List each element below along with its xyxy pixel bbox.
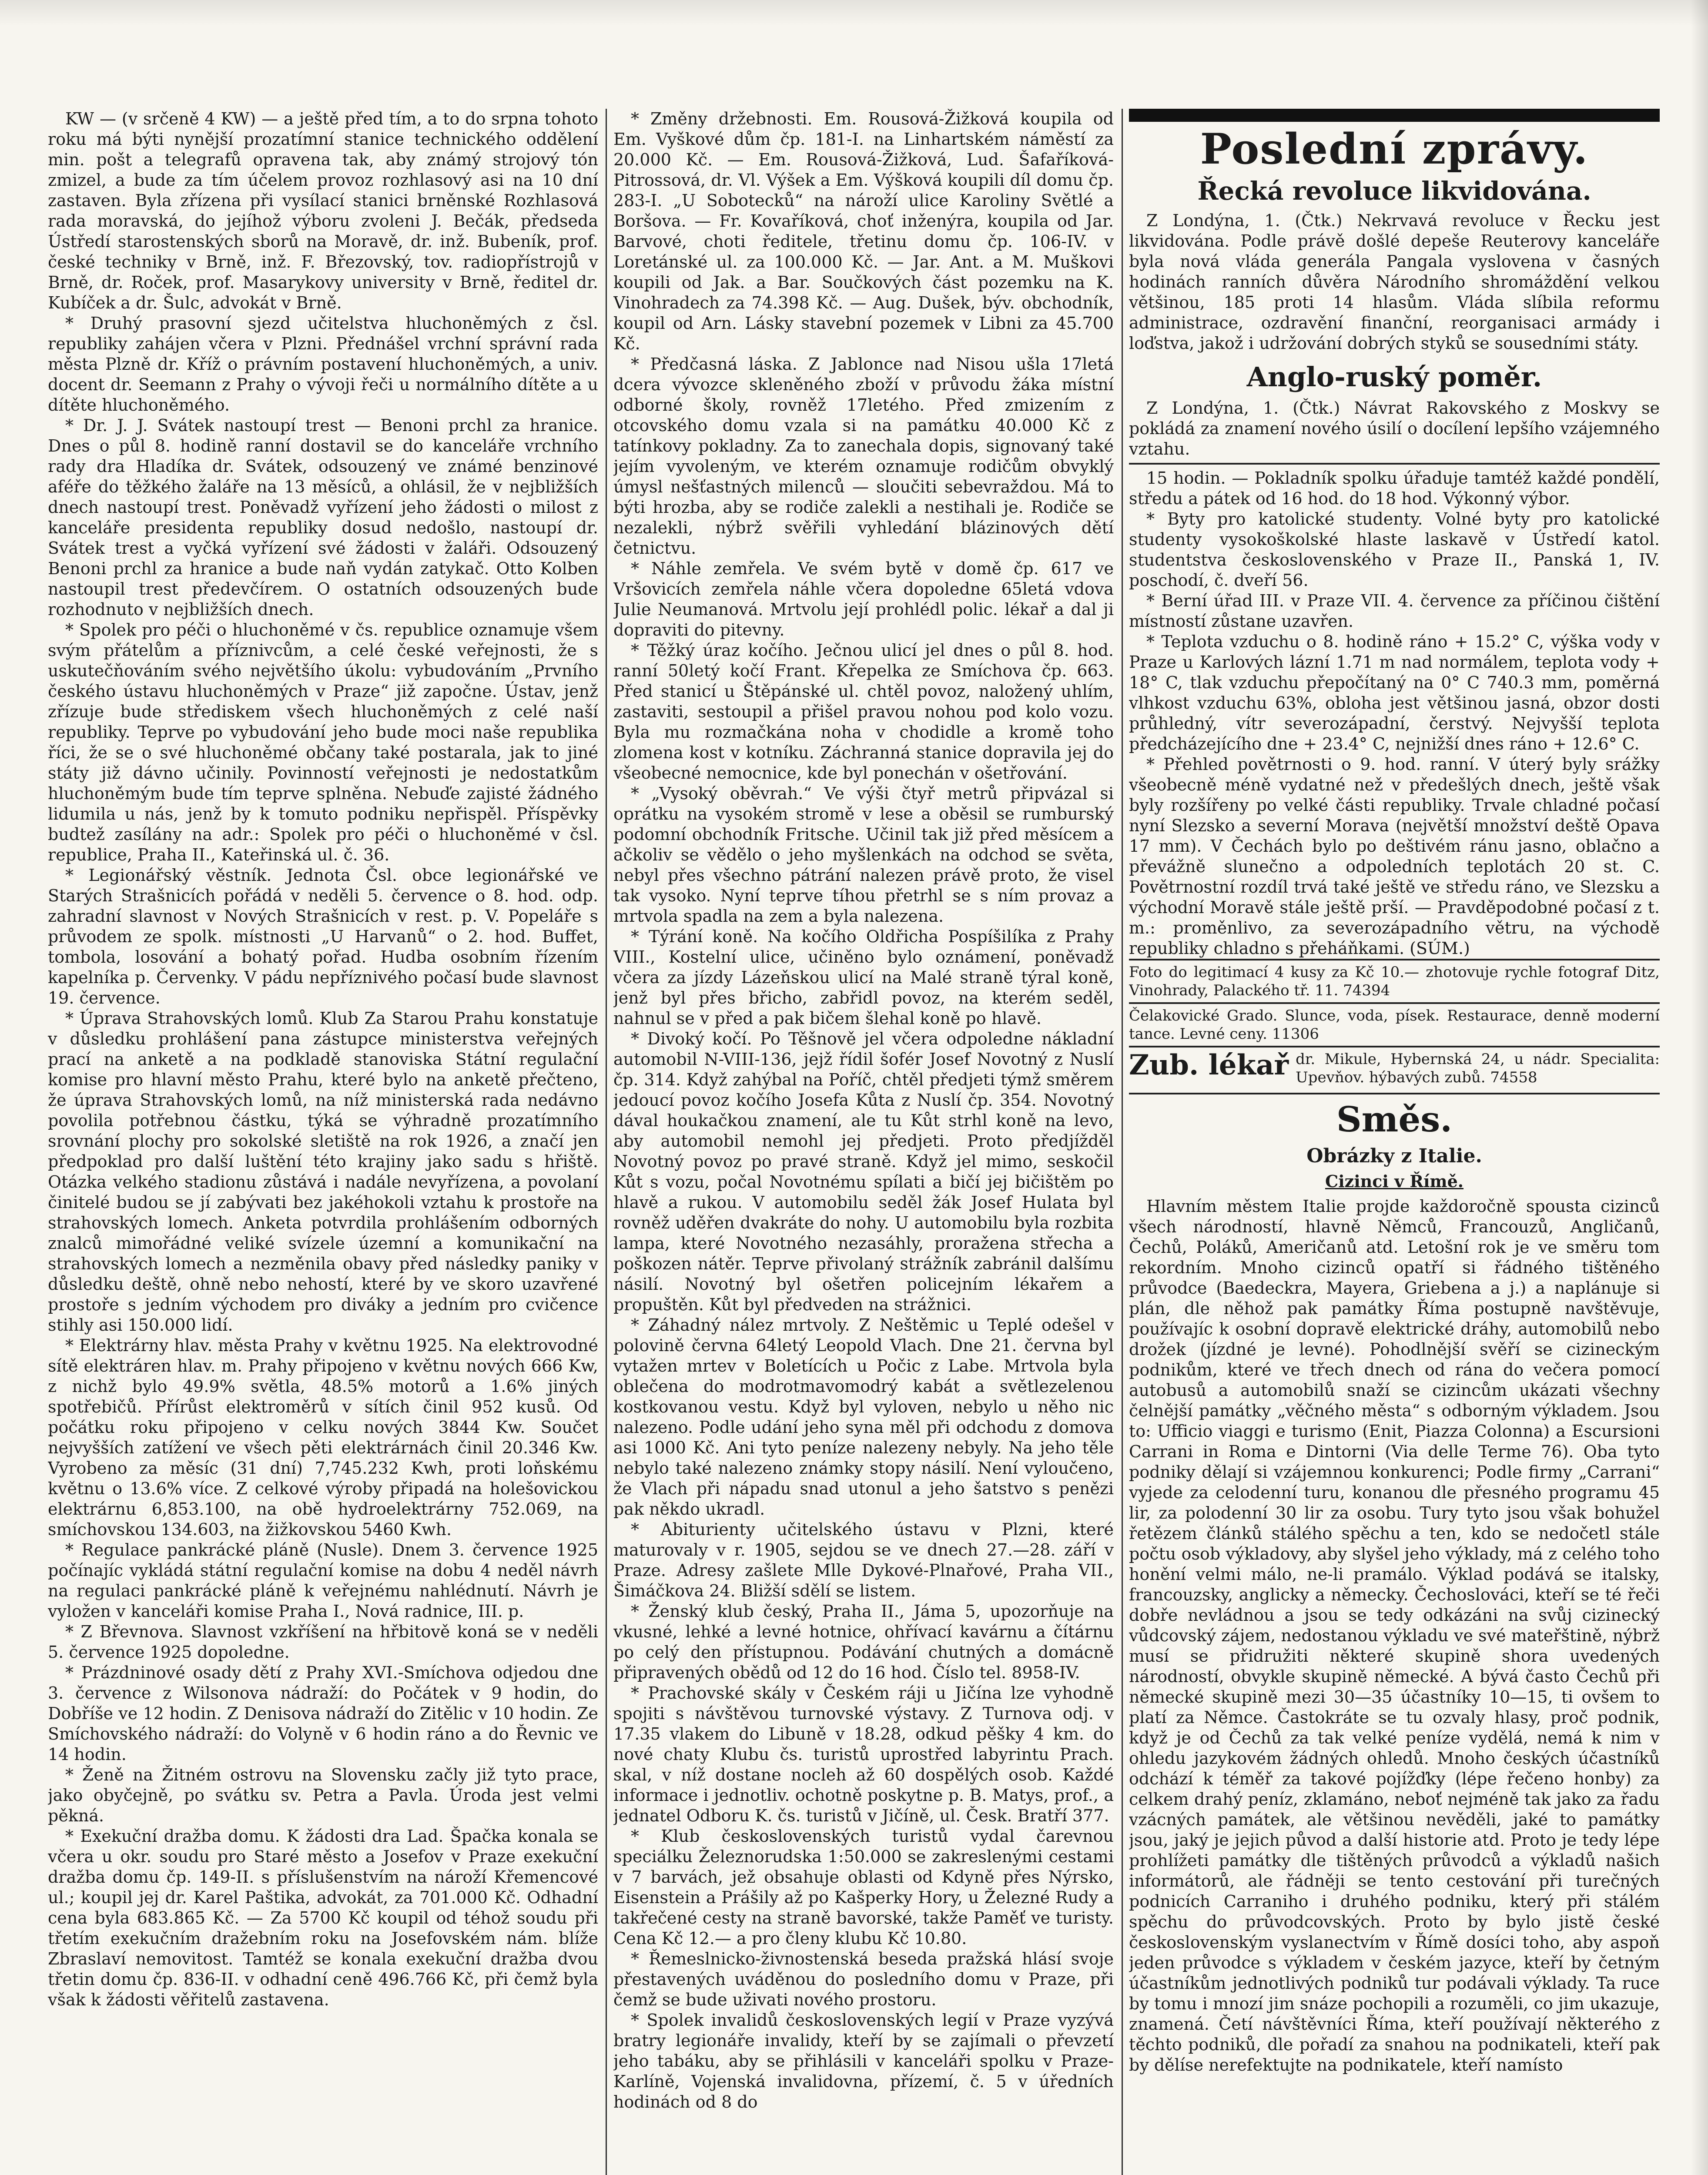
paragraph: * Přehled povětrnosti o 9. hod. ranní. V úterý byly srážky všeobecně méně vydatné než v předešlých dnech, ještě však byly rozšířeny po velké části republiky. Trvale chladné počasí nyní Slezsko a severní Morava (největší množství deště Opava 17 mm). V Čechách bylo po deštivém ránu jasno, oblačno a převážně slunečno a odpoledních teplotách 20 st. C. Povětrnostní rozdíl trvá také ještě ve středu ráno, ve Slezsku a východní Moravě stále ještě prší. — Pravděpodobné počasí z t. m.: proměnlivo, za severozápadního větru, na východě republiky chladno s přeháňkami. (SÚM.) — [1129, 755, 1660, 958]
paragraph: * Teplota vzduchu o 8. hodině ráno + 15.2° C, výška vody v Praze u Karlových lázní 1.71 m nad normálem, teplota vody + 18° C, tlak vzduchu přepočítaný na 0° C 740.3 mm, poměrná vlhkost vzduchu 63%, obloha jest většinou jasná, obzor dosti průhledný, vítr severozápadní, čerstvý. Nejvyšší teplota předcházejícího dne + 23.4° C, nejnižší dnes ráno + 12.6° C. — [1129, 632, 1660, 753]
paragraph: * Řemeslnicko-živnostenská beseda pražská hlásí svoje přestavených uváděnou do posledního domu v Praze, při čemž se bude uživati nového prostoru. — [613, 1949, 1114, 2009]
paragraph: * Elektrárny hlav. města Prahy v květnu 1925. Na elektrovodné sítě elektráren hlav. m. Prahy připojeno v květnu nových 666 Kw, z nichž bylo 49.9% světla, 48.5% motorů a 1.6% jiných spotřebičů. Přírůst elektroměrů v sítích činil 952 kusů. Od počátku roku připojeno v celku nových 3844 Kw. Součet nejvyšších zatížení ve všech pěti elektrárnách činil 20.346 Kw. Vyrobeno za měsíc (31 dní) 7,745.232 Kwh, proti loňskému květnu o 13.6% více. Z celkové výroby připadá na holešovickou elektrárnu 6,853.100, na obě hydroelektrárny 752.069, na smíchovskou 134.603, na žižkovskou 5460 Kwh. — [48, 1336, 598, 1539]
paragraph: * Náhle zemřela. Ve svém bytě v domě čp. 617 ve Vršovicích zemřela náhle včera dopoledne 65letá vdova Julie Neumanová. Mrtvolu její prohlédl polic. lékař a dal ji dopraviti do pitevny. — [613, 559, 1114, 639]
paragraph: * Druhý prasovní sjezd učitelstva hluchoněmých z čsl. republiky zahájen včera v Plzni. Přednášel vrchní správní rada města Plzně dr. Kříž o právním postavení hluchoněmých, a univ. docent dr. Seemann z Prahy o vývoji řeči u normálního dítěte a u dítěte hluchoněmého. — [48, 314, 598, 415]
paragraph: * Dr. J. J. Svátek nastoupí trest — Benoni prchl za hranice. Dnes o půl 8. hodině ranní dostavil se do kanceláře vrchního rady dra Hladíka dr. Svátek, odsouzený ve známé benzinové aféře do těžkého žaláře na 13 měsíců, a ohlásil, že v nejbližších dnech nastoupí trest. Poněvadž vyřízení jeho žádosti o milost z kanceláře presidenta republiky dosud nedošlo, nastoupí dr. Svátek trest a vyčká vyřízení své žádosti v žaláři. Odsouzený Benoni prchl za hranice a bude naň vydán zatykač. Otto Kolben nastoupil trest předevčírem. O ostatních odsouzených bude rozhodnuto v nejbližších dnech. — [48, 416, 598, 619]
paragraph: * Regulace pankrácké pláně (Nusle). Dnem 3. července 1925 počínajíc vykládá státní regulační komise na dobu 4 neděl návrh na regulaci pankrácké pláně k veřejnému nahlédnutí. Návrh je vyložen v kanceláři komise Praha I., Nová radnice, III. p. — [48, 1540, 598, 1621]
section-bar — [1129, 109, 1660, 122]
paragraph: * Ženský klub český, Praha II., Jáma 5, upozorňuje na vkusné, lehké a levné hotnice, ohřívací kavárnu a čítárnu po celý den přístupnou. Podávání chutných a domácně připravených obědů od 12 do 16 hod. Číslo tel. 8958-IV. — [613, 1602, 1114, 1682]
paragraph: * Divoký kočí. Po Těšnově jel včera odpoledne nákladní automobil N-VIII-136, jejž řídil šofér Josef Novotný z Nuslí čp. 314. Když zahýbal na Poříč, chtěl předjeti týmž směrem jedoucí povoz kočího Josefa Kůta z Nuslí čp. 354. Novotný dával houkačkou znamení, ale tu Kůt strhl koně na levo, aby automobil nemohl jej předjeti. Proto předjížděl Novotný povoz po pravé straně. Když jel mimo, seskočil Kůt s vozu, počal Novotnému spílati a bičí jej bičištěm po hlavě a rukou. V automobilu seděl žák Josef Hulata byl rovněž uděřen dvakráte do nohy. U automobilu byla rozbita lampa, které Novotného nezasáhly, proražena střecha a poškozen nátěr. Teprve přivolaný strážník zabránil dalšímu násilí. Novotný byl ošetřen policejním lékařem a propuštěn. Kůt byl předveden na strážnici. — [613, 1029, 1114, 1314]
paragraph: * Předčasná láska. Z Jablonce nad Nisou ušla 17letá dcera vývozce skleněného zboží v průvodu žáka místní odborné školy, rovněž 17letého. Před zmizením z otcovského domu vzala si na památku 40.000 Kč z tatínkovy pokladny. Za to zanechala dopis, signovaný také jejím vyvoleným, ve kterém oznamuje rodičům obvyklý úmysl nešťastných milenců — sloučiti sebevraždou. Má to býti hrozba, aby se rodiče zalekli a nestihali je. Rodiče se nezalekli, nýbrž svěřili vyhledání blázinových dětí četnictvu. — [613, 355, 1114, 558]
ad-text: Foto do legitimací 4 kusy za Kč 10.— zhotovuje rychle fotograf Ditz, Vinohrady, Palackého tř. 11. 74394 — [1129, 964, 1660, 999]
divider — [1129, 1093, 1660, 1094]
paragraph: * Spolek invalidů československých legií v Praze vyzývá bratry legionáře invalidy, kteří by se zajímali o převzetí jeho tabáku, aby se přihlásili v kanceláři spolku v Praze-Karlíně, Vojenská invalidovna, přízemí, č. 5 v úředních hodinách od 8 do — [613, 2011, 1114, 2111]
paragraph: * Ženě na Žitném ostrovu na Slovensku začly již tyto prace, jako obyčejně, po svátku sv. Petra a Pavla. Úroda jest velmi pěkná. — [48, 1765, 598, 1825]
page-edge-shadow — [1691, 0, 1708, 2175]
paragraph: Z Londýna, 1. (Čtk.) Návrat Rakovského z Moskvy se pokládá za znamení nového úsilí o docílení lepšího vzájemného vztahu. — [1129, 398, 1660, 458]
column-divider — [606, 109, 607, 2175]
column-right — [1129, 109, 1660, 2175]
paragraph: * Záhadný nález mrtvoly. Z Neštěmic u Teplé odešel v polovině června 64letý Leopold Vlach. Dne 21. června byl vytažen mrtev v Boletících u Počic z Labe. Mrtvola byla oblečena do modrotmavomodrý kabát a světlezelenou kostkovanou vestu. Když byl vyloven, nebylo u něho nic nalezeno. Podle udání jeho syna měl při odchodu z domova asi 1000 Kč. Ani tyto peníze nalezeny nebyly. Na jeho těle nebylo také nalezeno známky stopy násilí. Není vyloučeno, že Vlach při nápadu snad utonul a jeho šatstvo s penězi pak někdo ukradl. — [613, 1315, 1114, 1519]
article-headline: Řecká revoluce likvidována. — [1197, 176, 1591, 206]
column-middle — [613, 109, 1114, 2175]
classified-ad — [1129, 1002, 1660, 1046]
paragraph: * Klub československých turistů vydal čarevnou speciálku Železnorudska 1:50.000 se zakreslenými cestami v 7 barvách, jež obsahuje oblasti od Kdyně přes Nýrsko, Eisenstein a Prášily až po Kašperky Hory, u Železné Rudy a takřečené cesty na straně bavorské, takže Paměť ve turisty. Cena Kč 12.— a pro členy klubu Kč 10.80. — [613, 1827, 1114, 1948]
paragraph: * Změny držebnosti. Em. Rousová-Žižková koupila od Em. Vyškové dům čp. 181-I. na Linhartském náměstí za 20.000 Kč. — Em. Rousová-Žižková, Lud. Šafaříková-Pitrossová, dr. Vl. Výšek a Em. Výšková koupili díl domu čp. 283-I. „U Sobotecků“ na nároží ulice Karoliny Světlé a Boršova. — Fr. Kovaříková, choť inženýra, koupila od Jar. Barvové, choti ředitele, třetinu domu čp. 106-IV. v Loretánské ul. za 100.000 Kč. — Jar. Ant. a M. Muškovi koupili od Jak. a Bar. Součkových část pozemku na K. Vinohradech za 74.398 Kč. — Aug. Dušek, býv. obchodník, koupil od Arn. Lásky stavební pozemek v Libni za 45.700 Kč. — [613, 109, 1114, 353]
paragraph: * Legionářský věstník. Jednota Čsl. obce legionářské ve Starých Strašnicích pořádá v neděli 5. července o 8. hod. odp. zahradní slavnost v Nových Strašnicích v rest. p. V. Popeláře s průvodem ze spolk. místnosti „U Harvanů“ o 2. hod. Buffet, tombola, losování a bohatý pořad. Hudba osobním řízením kapelníka p. Červenky. V pádu nepříznivého počasí bude slavnost 19. července. — [48, 866, 598, 1007]
paragraph: KW — (v srčeně 4 KW) — a ještě před tím, a to do srpna tohoto roku má býti nynější prozatímní stanice technického oddělení min. pošt a telegrafů opravena tak, aby známý strojový tón zmizel, a bude za tím účelem provoz rozhlasový asi na 10 dní zastaven. Byla zřízena při vysílací stanici brněnské Rozhlasová rada moravská, do jejíhož výboru zvoleni J. Bečák, předseda Ústředí starostenských sborů na Moravě, dr. inž. Bubeník, prof. české techniky v Brně, inž. F. Březovský, tov. radiopřístrojů v Brně, dr. Roček, prof. Masarykovy university v Brně, ředitel dr. Kubíček a dr. Šulc, advokát v Brně. — [48, 109, 598, 312]
section-header: Poslední zprávy. — [1200, 124, 1589, 174]
ad-text: Čelakovické Grado. Slunce, voda, písek. Restaurace, denně moderní tance. Levné ceny. 11306 — [1129, 1007, 1660, 1043]
paragraph: * Týrání koně. Na kočího Oldřicha Pospíšilíka z Prahy VIII., Kostelní ulice, učiněno bylo oznámení, poněvadž včera za jízdy Lázeňskou ulicí na Malé straně týral koně, jenž byl přes břicho, zabřidl povoz, na kterém seděl, nahnul se v před a pak bičem šlehal koně po hlavě. — [613, 927, 1114, 1028]
column-divider — [1122, 109, 1123, 2175]
paragraph: * Byty pro katolické studenty. Volné byty pro katolické studenty vysokoškolské hlaste laskavě v Ústředí katol. studentstva československého v Praze II., Panská 1, IV. poschodí, č. dveří 56. — [1129, 509, 1660, 590]
paragraph: * Prázdninové osady dětí z Prahy XVI.-Smíchova odjedou dne 3. července z Wilsonova nádraží: do Počátek v 9 hodin, do Dobříše ve 12 hodin. Z Denisova nádraží do Zitělic v 10 hodin. Ze Smíchovského nádraží: do Volyně v 6 hodin ráno a do Řevnic ve 14 hodin. — [48, 1663, 598, 1764]
article-subheadline: Cizinci v Římě. — [1325, 1171, 1464, 1191]
paragraph: * Abiturienty učitelského ústavu v Plzni, které maturovaly v r. 1905, sejdou se ve dnech 27.—28. září v Praze. Adresy zašlete Mlle Dykové-Plnařové, Praha VII., Šimáčkova 24. Bližší sdělí se listem. — [613, 1520, 1114, 1600]
paragraph: * Úprava Strahovských lomů. Klub Za Starou Prahu konstatuje v důsledku prohlášení pana zástupce ministerstva veřejných prací na anketě a na podkladě stanoviska Státní regulační komise pro hlavní město Prahu, které bylo na anketě přečteno, že úprava Strahovských lomů, na níž ministerská rada nedávno povolila potřebnou částku, týká se výhradně prozatímního srovnání plochy pro sokolské sletiště na rok 1926, a značí jen předpoklad pro další luštění této krajiny jako sadu s hřiště. Otázka velkého stadionu zůstává i nadále nevyřízena, a povolaní činitelé budou se jí zabývati bez jakéhokoli vztahu k prostoře na strahovských lomech. Anketa potvrdila prohlášením odborných znalců mimořádné veliké svízele územní a komunikační na strahovských lomech a nezměnila obavy před následky paniky v důsledku deště, ohně nebo nehostí, které by ve skoro uzavřené prostoře s jedním východem pro diváky a jedním pro cvičence stihly asi 150.000 lidí. — [48, 1009, 598, 1335]
paragraph: * Exekuční dražba domu. K žádosti dra Lad. Špačka konala se včera u okr. soudu pro Staré město a Josefov v Praze exekuční dražba domu čp. 149-II. s příslušenstvím na nároží Křemencové ul.; koupil jej dr. Karel Paštika, advokát, za 701.000 Kč. Odhadní cena byla 683.865 Kč. — Za 5700 Kč koupil od téhož soudu při třetím exekučním dražebním roku na Josefovském nám. blíže Zbraslaví nemovitost. Tamtéž se konala exekuční dražba dvou třetin domu čp. 836-II. v odhadní ceně 496.766 Kč, při čemž byla však k žádosti věřitelů zastavena. — [48, 1827, 598, 2009]
paragraph: 15 hodin. — Pokladník spolku úřaduje tamtéž každé pondělí, středu a pátek od 16 hod. do 18 hod. Výkonný výbor. — [1129, 468, 1660, 508]
divider — [1129, 463, 1660, 465]
article-headline: Anglo-ruský poměr. — [1246, 361, 1542, 393]
paragraph: * Spolek pro péči o hluchoněmé v čs. republice oznamuje všem svým přátelům a příznivcům, a celé české veřejnosti, že s uskutečňováním svého největšího úkolu: vybudováním „Prvního českého ústavu hluchoněmých v Praze“ již započne. Ústav, jenž zřízuje bude střediskem všech hluchoněmých z celé naší republiky. Teprve po vybudování jeho bude moci naše republika říci, že se o své hluchoněmé občany také postarala, jak to jiné státy již dávno učinily. Povinností veřejnosti je nedostatkům hluchoněmým bude tím teprve splněna. Nebuďe zajisté žádného lidumila u nás, jenž by k tomuto podniku nepřispěl. Příspěvky budtež zasílány na adr.: Spolek pro péči o hluchoněmé v čsl. republice, Praha II., Kateřinská ul. č. 36. — [48, 620, 598, 864]
paragraph: * Z Břevnova. Slavnost vzkříšení na hřbitově koná se v neděli 5. července 1925 dopoledne. — [48, 1622, 598, 1662]
paragraph: * Prachovské skály v Českém ráji u Jičína lze vyhodně spojiti s návštěvou turnovské výstavy. Z Turnova odj. v 17.35 vlakem do Libuně v 18.28, odkud pěšky 4 km. do nové chaty Klubu čs. turistů uprostřed labyrintu Prach. skal, v níž dostane nocleh až 60 dospělých osob. Každé informace i jednotliv. ochotně poskytne p. B. Matys, prof., a jednatel Odboru K. čs. turistů v Jičíně, ul. Česk. Bratří 377. — [613, 1683, 1114, 1825]
paragraph: Hlavním městem Italie projde každoročně spousta cizinců všech národností, hlavně Němců, Francouzů, Angličanů, Čechů, Poláků, Američanů atd. Letošní rok je ve směru tom rekordním. Mnoho cizinců opatří si řádného tištěného průvodce (Baedeckra, Mayera, Griebena a j.) a naplánuje si plán, dle něhož pak památky Říma postupně navštěvuje, používajíc k osobní dopravě elektrické dráhy, automobilů nebo drožek (jízdné je levné). Pohodlnější svěří se cizineckým podnikům, které ve třech dnech od rána do večera pomocí autobusů a automobilů snaží se cizincům ukázati všechny čelnější památky „věčného města“ s odborným výkladem. Jsou to: Ufficio viaggi e turismo (Enit, Piazza Colonna) a Escursioni Carrani in Roma e Dintorni (Via delle Terme 76). Oba tyto podniky dělají si vzájemnou konkurenci; Podle firmy „Carrani“ vyjede za celodenní turu, konanou dle přesného programu 45 lir, za polodenní 30 lir za osobu. Tury tyto jsou však bohužel řetězem článků stálého spěchu a ten, kdo se nedočetl stále počtu osob výkladovy, aby slyšel jeho výklady, má z celého toho honění velmi málo, ne-li pramálo. Výklad podává se italsky, francouzsky, anglicky a německy. Čechoslováci, kteří se té řeči dobře nevládnou a jsou se tedy odkázáni na svůj cizinecký vůdcovský zájem, nedostanou výkladu ve své mateřštině, nýbrž musí se přidružiti některé skupině shora uvedených národností, obvykle skupině německé. A bývá často Čechů při německé skupině mezi 30—35 účastníky 10—15, ti ovšem to platí za Němce. Častokráte se tu ozvaly hlasy, proč podnik, když je od Čechů za tak velké peníze vydělá, nemá k nim v ohledu jazykovém žádných ohledů. Mnoho českých účastníků odchází k téměř za takové pojížďky (lépe řečeno honby) za celkem drahý peníz, zklamáno, neboť nejméně tak jako za řadu vzácných památek, ale většinou nevěděli, jaké to památky jsou, jaký je jejich původ a další historie atd. Proto je tedy lépe prohlížeti památky dle tištěných průvodců a výkladů našich informátorů, ale řádněji se tento cestování při turečných podnicích Carraniho i druhého podniku, který při stálém spěchu do průvodcovských. Proto by bylo jistě české československým vyslanectvím v Římě dosíci toho, aby aspoň jeden průvodce s výkladem v českém jazyce, kteří by četným účastníkům jednotlivých podniků tur podávali výklady. Ta ruce by tomu i mnozí jim snáze pochopili a rozuměli, co jim ukazuje, znamená. Četí návštěvníci Říma, kteří používají některého z těchto podniků, dle pořadí za snahou na podnikateli, kteří pak by dělíse nerefektujte na podnikatele, kteří namísto — [1129, 1197, 1660, 2075]
column-left — [48, 109, 598, 2175]
page-top-shadow — [0, 0, 1708, 26]
paragraph: * „Vysoký oběvrah.“ Ve výši čtyř metrů připvázal si oprátku na vysokém stromě v lese a oběsil se rumburský podomní obchodník Fritsche. Učinil tak již před měsícem a ačkoliv se vědělo o jeho myšlenkách na odchod se světa, nebyl přes všechno pátrání nalezen právě proto, že visel tak vysoko. Nyní teprve tíhou přetrhl se s ním provaz a mrtvola spadla na zem a byla nalezena. — [613, 784, 1114, 926]
classified-ad-dentist — [1129, 1046, 1660, 1089]
paragraph: Z Londýna, 1. (Čtk.) Nekrvavá revoluce v Řecku jest likvidována. Podle právě došlé depeše Reuterovy kanceláře byla nová vláda generála Pangala vyslovena v časných hodinách ranních důvěra Národního shromáždění velkou většinou, 185 proti 14 hlasům. Vláda slíbila reformu administrace, ozdravění finanční, reorganisaci armády i loďstva, jakož i udržování dobrých styků se sousedními státy. — [1129, 211, 1660, 353]
paragraph: * Berní úřad III. v Praze VII. 4. července za příčinou čištění místností zůstane uzavřen. — [1129, 591, 1660, 631]
ad-text: dr. Mikule, Hybernská 24, u nádr. Specialita: Upevňov. hýbavých zubů. 74558 — [1296, 1051, 1660, 1086]
paragraph: * Těžký úraz kočího. Ječnou ulicí jel dnes o půl 8. hod. ranní 50letý kočí Frant. Křepelka ze Smíchova čp. 663. Před stanicí u Štěpánské ul. chtěl povoz, naložený uhlím, zastaviti, sestoupil a přišel pravou nohou pod kolo vozu. Byla mu rozmačkána noha v chodidle a kromě toho zlomena kost v kotníku. Záchranná stanice dopravila jej do všeobecné nemocnice, kde byl ponechán v ošetřování. — [613, 641, 1114, 783]
section-header: Směs. — [1336, 1099, 1453, 1140]
ad-headline: Zub. lékař — [1129, 1049, 1289, 1081]
article-headline: Obrázky z Italie. — [1306, 1145, 1482, 1167]
classified-ad — [1129, 959, 1660, 1002]
